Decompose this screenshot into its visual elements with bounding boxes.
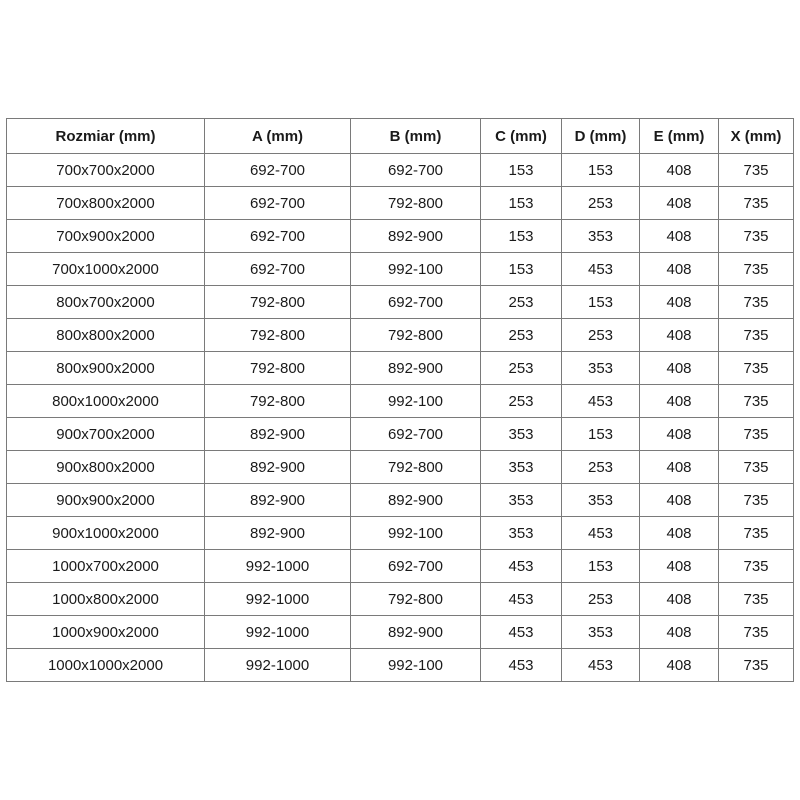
table-cell: 153 <box>481 187 562 220</box>
table-cell: 892-900 <box>351 220 481 253</box>
table-row <box>7 352 794 385</box>
table-cell: 353 <box>562 616 640 649</box>
table-cell: 735 <box>719 550 794 583</box>
table-row <box>7 253 794 286</box>
table-cell: 408 <box>640 154 719 187</box>
table-cell: 353 <box>481 517 562 550</box>
table-cell: 408 <box>640 418 719 451</box>
column-header-x: X (mm) <box>719 119 794 154</box>
table-cell: 353 <box>481 451 562 484</box>
table-cell: 153 <box>562 154 640 187</box>
table-cell: 792-800 <box>205 385 351 418</box>
table-cell: 408 <box>640 649 719 682</box>
table-cell: 792-800 <box>205 319 351 352</box>
table-row <box>7 550 794 583</box>
table-cell: 408 <box>640 286 719 319</box>
table-cell: 692-700 <box>205 187 351 220</box>
column-header-a: A (mm) <box>205 119 351 154</box>
table-cell: 692-700 <box>205 154 351 187</box>
table-cell: 408 <box>640 583 719 616</box>
table-cell: 408 <box>640 550 719 583</box>
table-cell: 453 <box>562 649 640 682</box>
table-cell: 735 <box>719 616 794 649</box>
table-row <box>7 451 794 484</box>
table-cell: 735 <box>719 319 794 352</box>
table-cell: 408 <box>640 517 719 550</box>
table-cell: 900x800x2000 <box>7 451 205 484</box>
table-cell: 692-700 <box>205 253 351 286</box>
table-cell: 153 <box>562 286 640 319</box>
table-cell: 353 <box>481 484 562 517</box>
table-cell: 792-800 <box>351 187 481 220</box>
table-cell: 892-900 <box>351 352 481 385</box>
table-cell: 892-900 <box>205 517 351 550</box>
table-cell: 800x900x2000 <box>7 352 205 385</box>
table-cell: 253 <box>481 286 562 319</box>
dimensions-table <box>6 118 794 682</box>
table-cell: 735 <box>719 253 794 286</box>
table-cell: 792-800 <box>351 319 481 352</box>
table-row <box>7 418 794 451</box>
table-cell: 900x1000x2000 <box>7 517 205 550</box>
table-cell: 735 <box>719 352 794 385</box>
table-cell: 253 <box>562 319 640 352</box>
table-cell: 800x700x2000 <box>7 286 205 319</box>
table-cell: 253 <box>562 187 640 220</box>
table-cell: 992-100 <box>351 517 481 550</box>
table-row <box>7 517 794 550</box>
table-row <box>7 154 794 187</box>
table-cell: 700x800x2000 <box>7 187 205 220</box>
table-cell: 408 <box>640 253 719 286</box>
table-cell: 253 <box>481 352 562 385</box>
table-cell: 892-900 <box>205 484 351 517</box>
table-cell: 792-800 <box>351 451 481 484</box>
table-cell: 735 <box>719 649 794 682</box>
table-cell: 408 <box>640 451 719 484</box>
table-cell: 408 <box>640 187 719 220</box>
table-cell: 408 <box>640 319 719 352</box>
column-header-rozmiar: Rozmiar (mm) <box>7 119 205 154</box>
table-cell: 1000x900x2000 <box>7 616 205 649</box>
table-row <box>7 583 794 616</box>
column-header-e: E (mm) <box>640 119 719 154</box>
table-row <box>7 319 794 352</box>
table-row <box>7 286 794 319</box>
table-cell: 453 <box>481 550 562 583</box>
table-cell: 992-1000 <box>205 550 351 583</box>
table-cell: 792-800 <box>205 286 351 319</box>
table-cell: 735 <box>719 484 794 517</box>
table-cell: 1000x1000x2000 <box>7 649 205 682</box>
table-cell: 700x1000x2000 <box>7 253 205 286</box>
table-cell: 153 <box>481 220 562 253</box>
table-cell: 153 <box>562 550 640 583</box>
table-cell: 992-100 <box>351 385 481 418</box>
table-row <box>7 649 794 682</box>
table-cell: 735 <box>719 286 794 319</box>
table-cell: 453 <box>562 385 640 418</box>
column-header-b: B (mm) <box>351 119 481 154</box>
table-cell: 892-900 <box>351 616 481 649</box>
table-body <box>7 154 794 682</box>
table-cell: 892-900 <box>205 418 351 451</box>
table-cell: 900x900x2000 <box>7 484 205 517</box>
table-cell: 892-900 <box>351 484 481 517</box>
table-cell: 153 <box>481 253 562 286</box>
table-cell: 735 <box>719 517 794 550</box>
table-cell: 253 <box>481 385 562 418</box>
table-cell: 1000x800x2000 <box>7 583 205 616</box>
table-cell: 800x800x2000 <box>7 319 205 352</box>
table-cell: 735 <box>719 154 794 187</box>
table-cell: 353 <box>562 484 640 517</box>
table-cell: 992-1000 <box>205 583 351 616</box>
table-cell: 253 <box>481 319 562 352</box>
table-cell: 408 <box>640 220 719 253</box>
table-cell: 792-800 <box>205 352 351 385</box>
table-cell: 1000x700x2000 <box>7 550 205 583</box>
header-row <box>7 119 794 154</box>
table-cell: 453 <box>481 649 562 682</box>
table-cell: 692-700 <box>351 550 481 583</box>
table-cell: 408 <box>640 352 719 385</box>
table-cell: 992-100 <box>351 253 481 286</box>
table-row <box>7 187 794 220</box>
table-row <box>7 220 794 253</box>
column-header-c: C (mm) <box>481 119 562 154</box>
table-cell: 453 <box>481 616 562 649</box>
table-row <box>7 484 794 517</box>
table-cell: 153 <box>481 154 562 187</box>
table-cell: 735 <box>719 583 794 616</box>
table-cell: 792-800 <box>351 583 481 616</box>
table-cell: 353 <box>562 352 640 385</box>
table-cell: 408 <box>640 616 719 649</box>
table-cell: 735 <box>719 187 794 220</box>
table-cell: 453 <box>562 253 640 286</box>
table-cell: 692-700 <box>351 418 481 451</box>
table-cell: 735 <box>719 220 794 253</box>
table-cell: 408 <box>640 385 719 418</box>
table-cell: 253 <box>562 583 640 616</box>
table-row <box>7 385 794 418</box>
table-cell: 800x1000x2000 <box>7 385 205 418</box>
table-cell: 735 <box>719 418 794 451</box>
table-row <box>7 616 794 649</box>
table-cell: 735 <box>719 451 794 484</box>
table-cell: 353 <box>481 418 562 451</box>
table-cell: 253 <box>562 451 640 484</box>
table-cell: 992-1000 <box>205 649 351 682</box>
column-header-d: D (mm) <box>562 119 640 154</box>
table-cell: 692-700 <box>351 154 481 187</box>
table-cell: 692-700 <box>205 220 351 253</box>
table-cell: 408 <box>640 484 719 517</box>
table-cell: 700x900x2000 <box>7 220 205 253</box>
table-cell: 992-1000 <box>205 616 351 649</box>
table-cell: 453 <box>562 517 640 550</box>
table-cell: 692-700 <box>351 286 481 319</box>
table-cell: 700x700x2000 <box>7 154 205 187</box>
table-cell: 453 <box>481 583 562 616</box>
table-cell: 992-100 <box>351 649 481 682</box>
table-cell: 153 <box>562 418 640 451</box>
table-cell: 735 <box>719 385 794 418</box>
table-cell: 900x700x2000 <box>7 418 205 451</box>
table-cell: 892-900 <box>205 451 351 484</box>
table-cell: 353 <box>562 220 640 253</box>
